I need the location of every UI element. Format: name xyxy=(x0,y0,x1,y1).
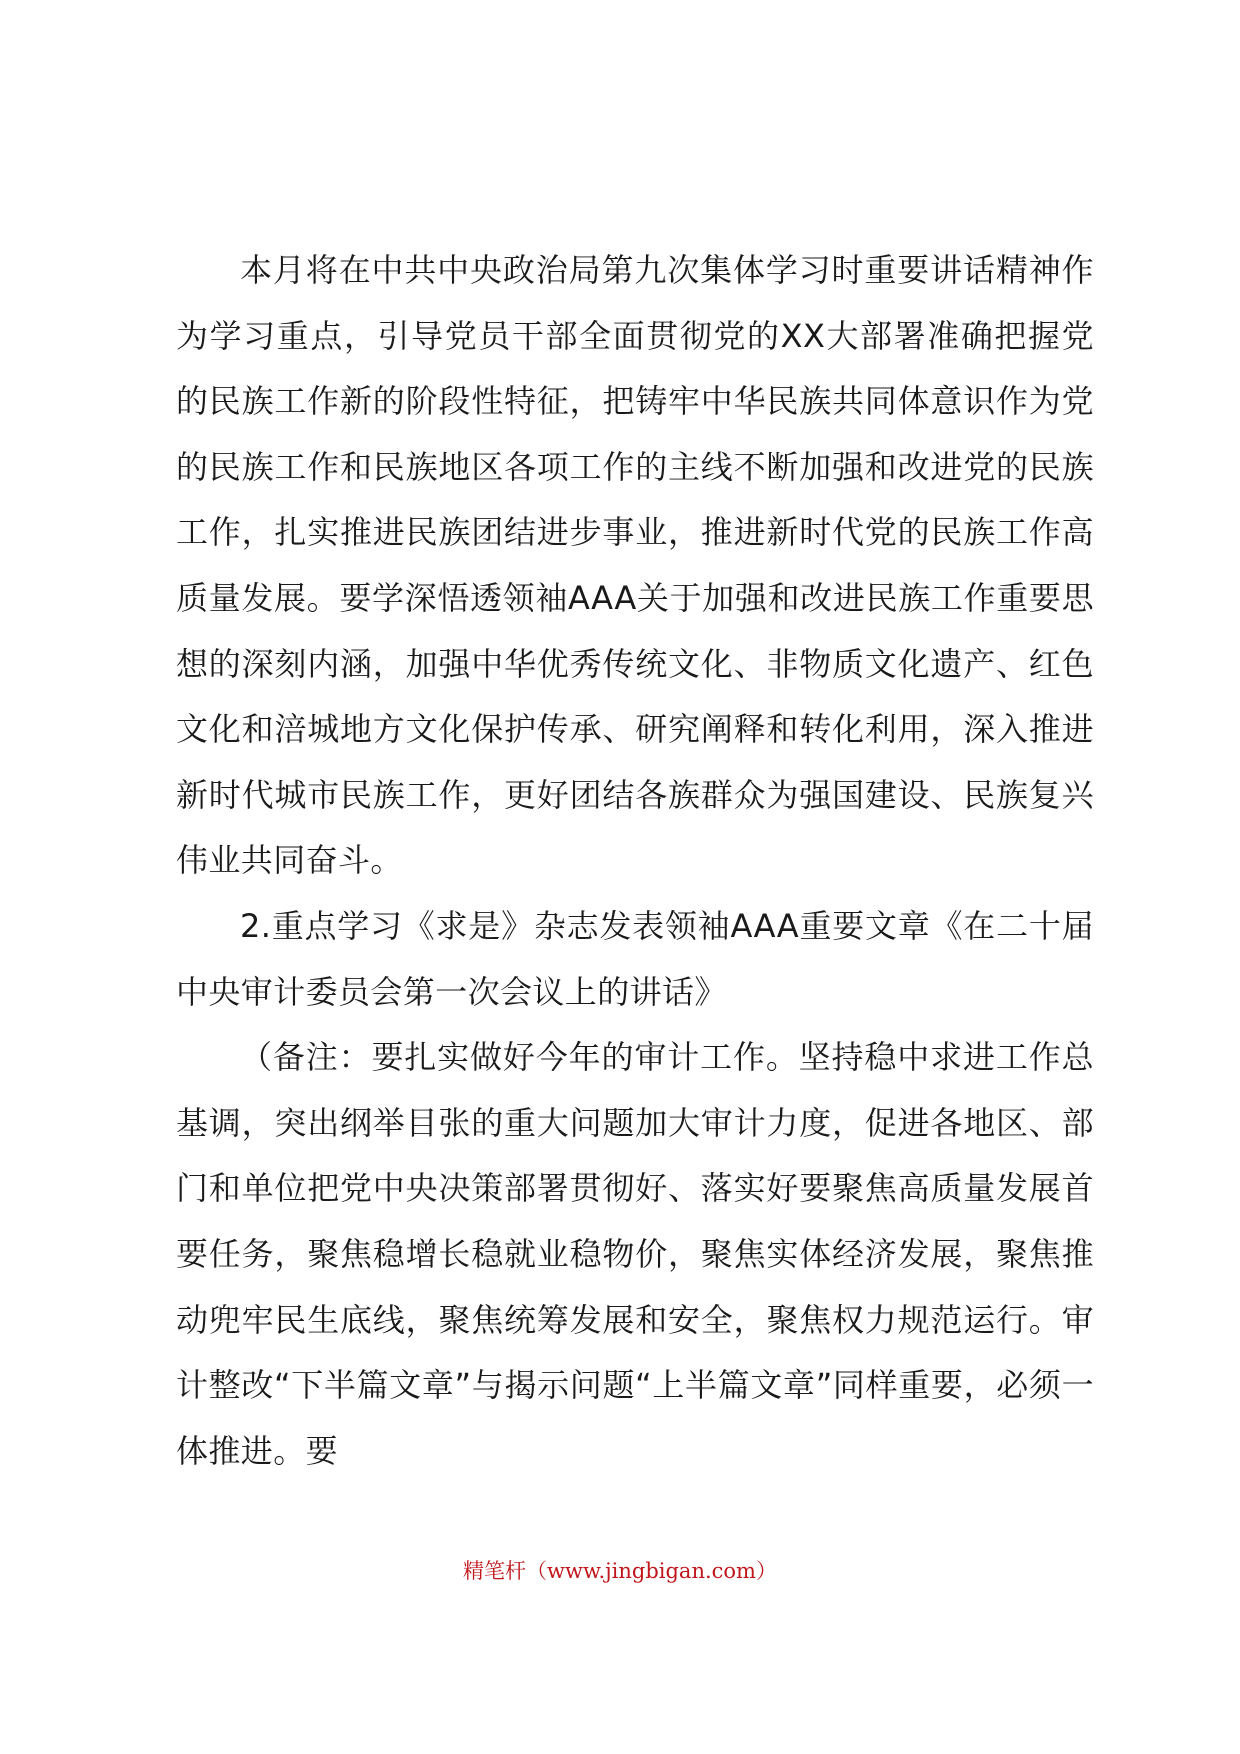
paragraph-remark: （备注：要扎实做好今年的审计工作。坚持稳中求进工作总基调，突出纲举目张的重大问题加大审计力度，促进各地区、部门和单位把党中央决策部署贯彻好、落实好要聚焦高质量发展首要任务，聚焦稳增长稳就业稳物价，聚焦实体经济发展，聚焦推动兜牢民生底线，聚焦统筹发展和安全，聚焦权力规范运行。审计整改“下半篇文章”与揭示问题“上半篇文章”同样重要，必须一体推进。要 xyxy=(176,1038,1094,1470)
footer-watermark: 精笔杆（www.jingbigan.com） xyxy=(463,1559,777,1583)
paragraph-study-focus: 本月将在中共中央政治局第九次集体学习时重要讲话精神作为学习重点，引导党员干部全面贯彻党的XX大部署准确把握党的民族工作新的阶段性特征，把铸牢中华民族共同体意识作为党的民族工作和民族地区各项工作的主线不断加强和改进党的民族工作，扎实推进民族团结进步事业，推进新时代党的民族工作高质量发展。要学深悟透领袖AAA关于加强和改进民族工作重要思想的深刻内涵，加强中华优秀传统文化、非物质文化遗产、红色文化和涪城地方文化保护传承、研究阐释和转化利用，深入推进新时代城市民族工作，更好团结各族群众为强国建设、民族复兴伟业共同奋斗。 xyxy=(176,251,1094,880)
document-body xyxy=(176,238,1094,1484)
paragraph-item-2-heading: 2.重点学习《求是》杂志发表领袖AAA重要文章《在二十届中央审计委员会第一次会议上的讲话》 xyxy=(176,906,1094,1011)
